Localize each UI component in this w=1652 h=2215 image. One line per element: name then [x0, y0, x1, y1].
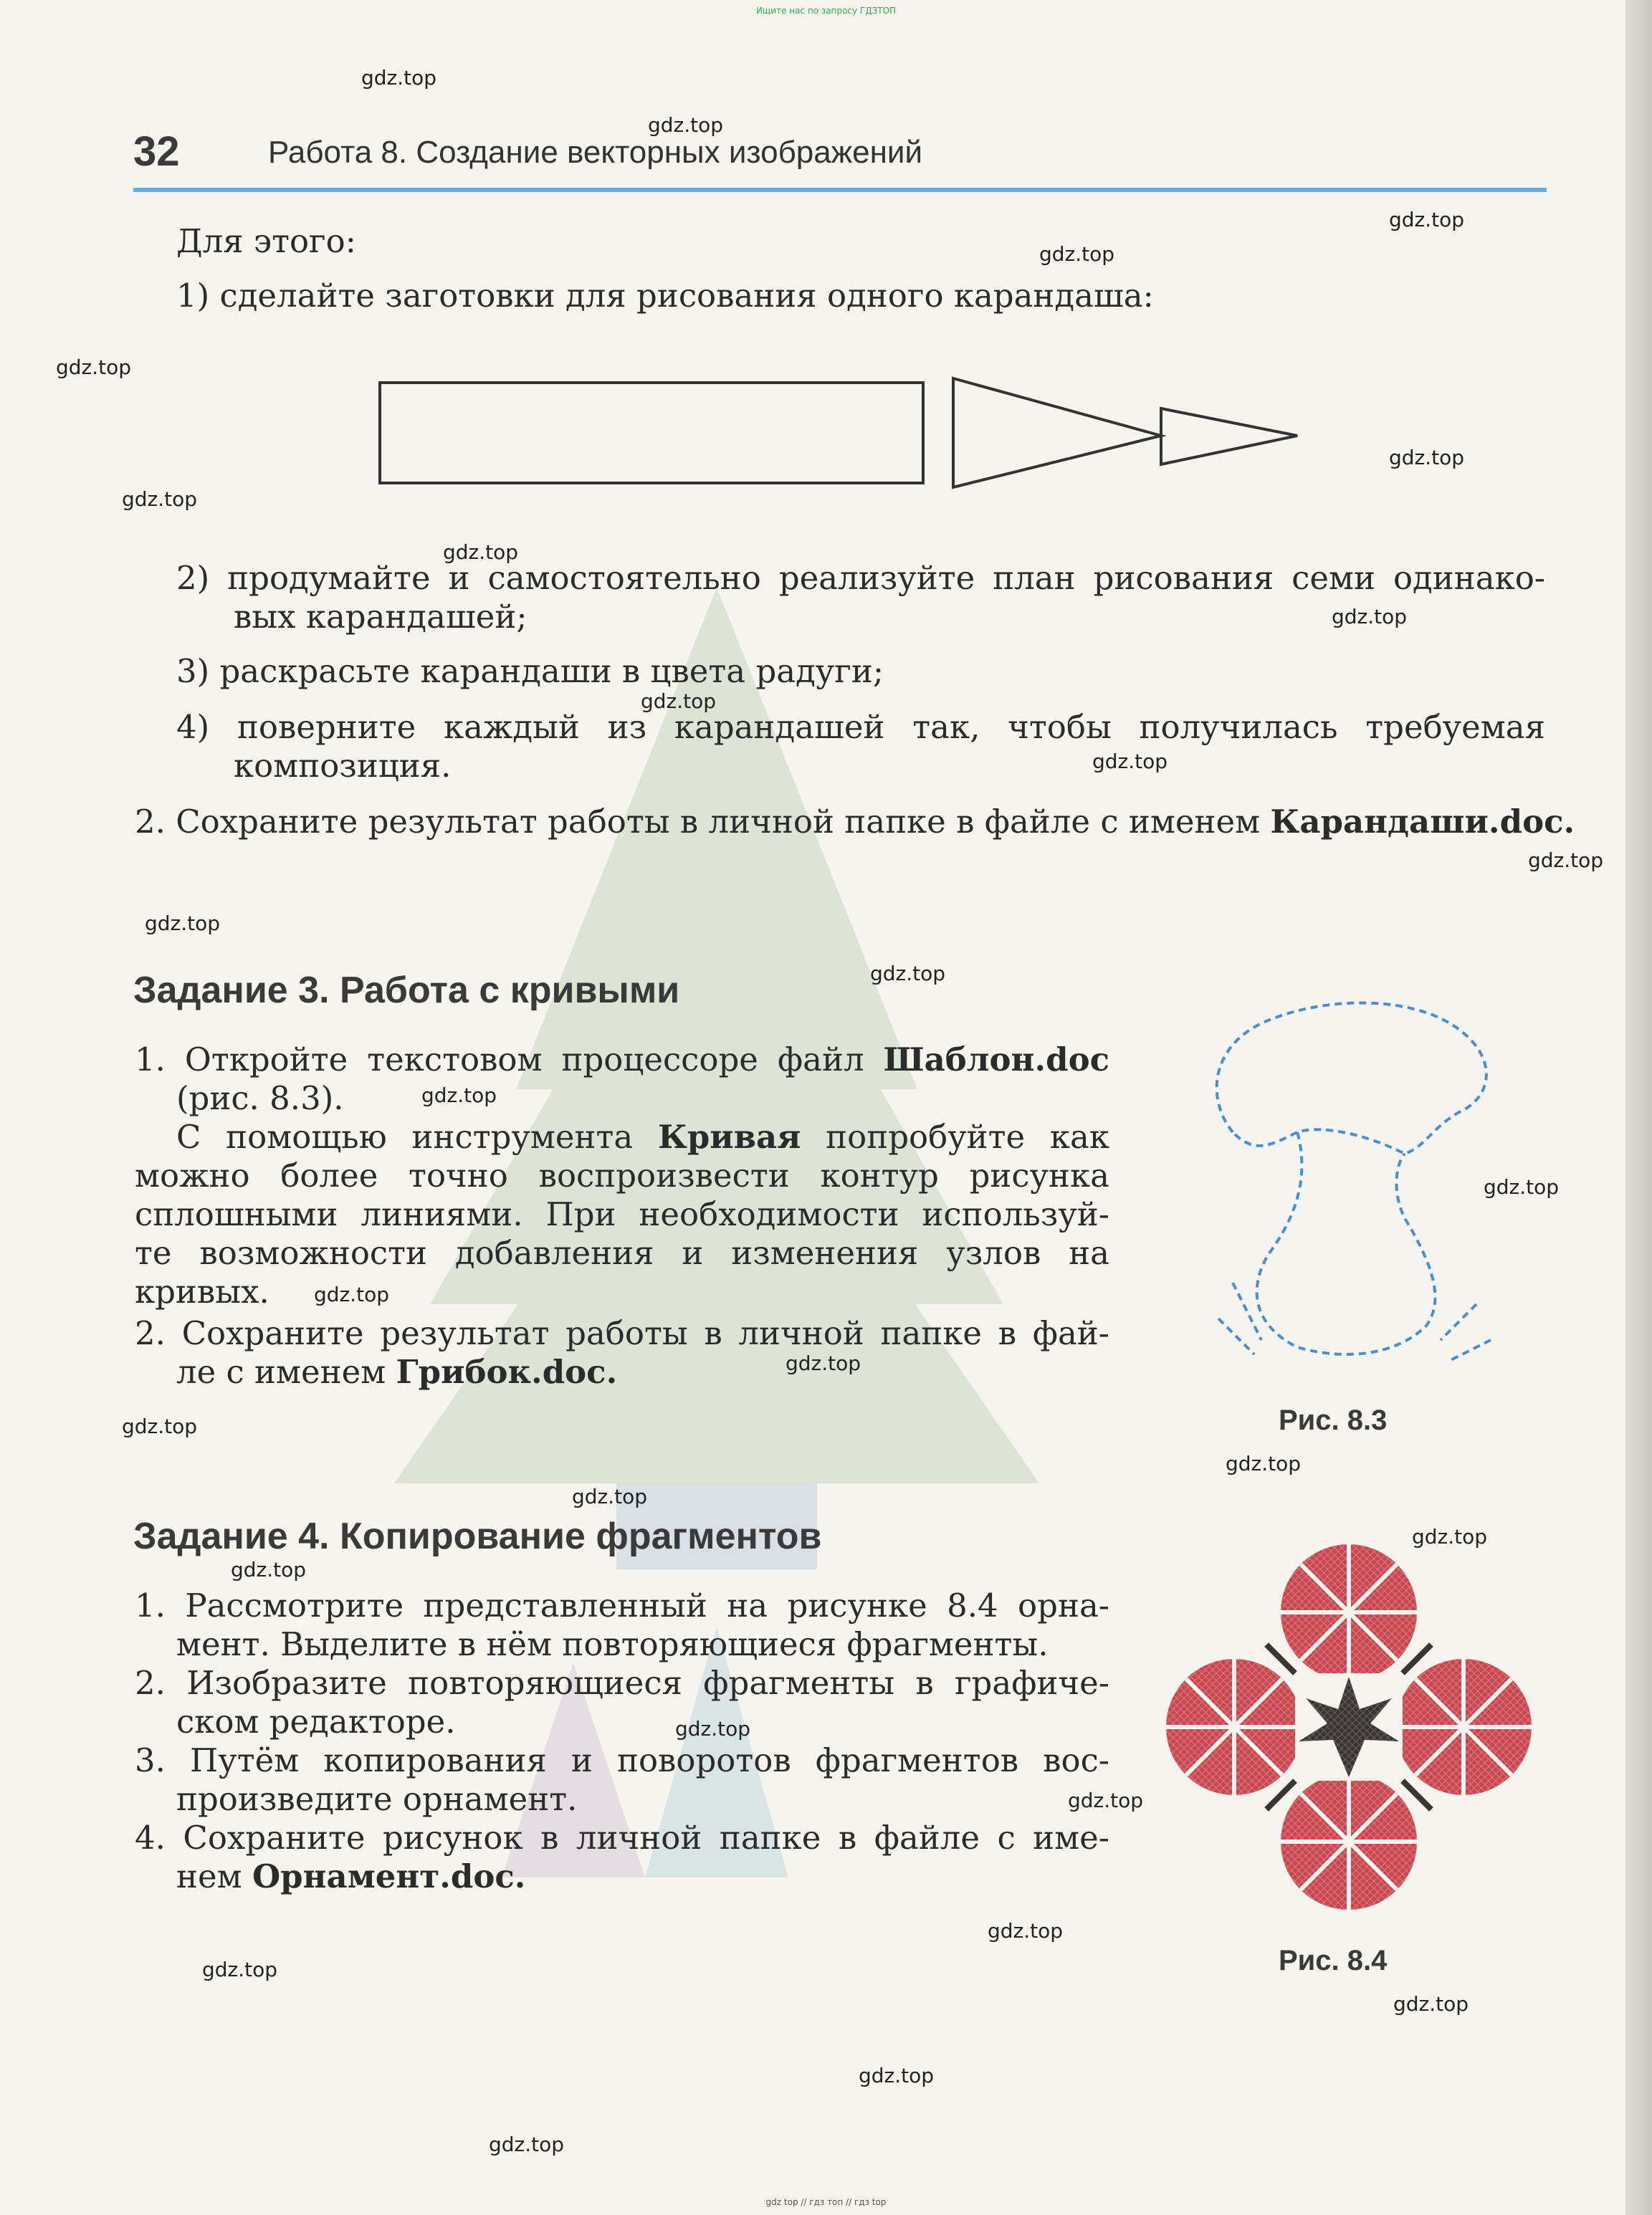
intro-save-instruction: 2. Сохраните результат работы в личной папке в файле с именем Карандаши.doc.	[135, 803, 1575, 841]
grass-blade-left-2	[1218, 1319, 1254, 1354]
pencil-tip-trapezoid	[953, 378, 1161, 487]
intro-step-2-line2: вых карандашей;	[234, 598, 527, 636]
running-title: Работа 8. Создание векторных изображений	[268, 135, 923, 170]
watermark: gdz.top	[1332, 605, 1408, 628]
intro-step-2-line1: 2) продумайте и самостоятельно реализуйте план рисования семи одинако-	[176, 559, 1545, 597]
pencil-lead-triangle	[1161, 408, 1297, 464]
task-4-line7: 4. Сохраните рисунок в личной папке в файле с име-	[135, 1819, 1109, 1857]
watermark: gdz.top	[122, 487, 198, 511]
pencil-body-rectangle	[380, 383, 923, 483]
watermark: gdz.top	[786, 1352, 861, 1375]
watermark: gdz.top	[56, 355, 132, 379]
tool-name-curve: Кривая	[657, 1118, 801, 1156]
task-4-line3: 2. Изобразите повторяющиеся фрагменты в графиче-	[135, 1664, 1109, 1702]
task-4-line4: ском редакторе.	[176, 1703, 456, 1741]
figure-8-3-mushroom-outline	[1190, 982, 1505, 1383]
watermark: gdz.top	[1528, 848, 1604, 872]
task-4-line1: 1. Рассмотрите представленный на рисунке 8.4 орна-	[135, 1587, 1109, 1625]
task-3-line5: сплошными линиями. При необходимости используй-	[135, 1195, 1109, 1233]
task-4-line5: 3. Путём копирования и поворотов фрагментов вос-	[135, 1741, 1109, 1779]
task-3-line8: 2. Сохраните результат работы в личной папке в фай-	[135, 1314, 1109, 1352]
task-3-line3: С помощью инструмента Кривая попробуйте как	[176, 1118, 1109, 1156]
watermark: gdz.top	[675, 1717, 751, 1741]
task-3-line6: те возможности добавления и изменения узлов на	[135, 1234, 1109, 1272]
watermark: gdz.top	[1484, 1175, 1560, 1199]
watermark: gdz.top	[1412, 1525, 1488, 1549]
figure-8-4-caption: Рис. 8.4	[1279, 1945, 1388, 1976]
figure-8-4-ornament	[1155, 1534, 1542, 1920]
filename-mushroom: Грибок.doc.	[396, 1353, 618, 1391]
task-3-line2: (рис. 8.3).	[176, 1079, 344, 1117]
task-3-line9: ле с именем Грибок.doc.	[176, 1353, 618, 1391]
watermark: gdz.top	[1068, 1789, 1144, 1812]
task-3-line1: 1. Откройте текстовом процессоре файл Шаблон.doc	[135, 1040, 1109, 1078]
ornament-bottom-flower	[1281, 1774, 1417, 1910]
watermark: gdz.top	[1389, 446, 1465, 469]
task-4-line6: произведите орнамент.	[176, 1780, 578, 1818]
watermark: gdz.top	[641, 689, 717, 713]
watermark: gdz.top	[859, 2064, 935, 2087]
watermark: gdz.top	[988, 1919, 1064, 1943]
watermark: gdz.top	[202, 1958, 278, 1981]
watermark: gdz.top	[443, 540, 519, 564]
task-4-heading: Задание 4. Копирование фрагментов	[133, 1516, 822, 1557]
watermark: gdz.top	[1226, 1452, 1302, 1475]
watermark: gdz.top	[314, 1283, 390, 1306]
header-rule	[133, 188, 1547, 192]
task-4-line8: нем Орнамент.doc.	[176, 1857, 526, 1895]
ornament-right-flower	[1395, 1659, 1532, 1795]
task-3-line7: кривых.	[135, 1273, 269, 1311]
intro-step-1: 1) сделайте заготовки для рисования одного карандаша:	[176, 277, 1154, 315]
watermark: gdz.top	[361, 66, 437, 90]
watermark: gdz.top	[122, 1415, 198, 1438]
watermark: gdz.top	[572, 1485, 648, 1508]
mushroom-cap-outline	[1217, 1003, 1486, 1154]
ornament-top-flower	[1281, 1544, 1417, 1680]
task-4-line2: мент. Выделите в нём повторяющиеся фрагменты.	[176, 1625, 1049, 1663]
filename-ornament: Орнамент.doc.	[252, 1857, 526, 1895]
ornament-left-flower	[1166, 1659, 1302, 1795]
intro-step-4-line2: композиция.	[234, 747, 452, 785]
figure-8-3-caption: Рис. 8.3	[1279, 1405, 1388, 1436]
page-number: 32	[133, 128, 180, 175]
watermark: gdz.top	[1039, 242, 1115, 266]
pencil-blanks-figure	[373, 373, 1304, 502]
watermark: gdz.top	[1389, 208, 1465, 231]
mushroom-stem-outline	[1257, 1132, 1436, 1354]
grass-blade-right	[1441, 1304, 1476, 1340]
page-edge-shadow	[1625, 0, 1652, 2215]
filename-template: Шаблон.doc	[883, 1040, 1109, 1078]
watermark: gdz.top	[1092, 750, 1168, 773]
intro-lead: Для этого:	[176, 222, 356, 260]
filename-pencils: Карандаши.doc.	[1270, 803, 1575, 841]
watermark: gdz.top	[1393, 1992, 1469, 2016]
intro-step-3: 3) раскрасьте карандаши в цвета радуги;	[176, 652, 884, 690]
watermark: gdz.top	[231, 1558, 307, 1582]
watermark: gdz.top	[489, 2133, 565, 2156]
top-notice: Ищите нас по запросу ГДЗТОП	[755, 6, 897, 16]
watermark: gdz.top	[421, 1083, 497, 1107]
watermark: gdz.top	[648, 113, 724, 137]
intro-step-4-line1: 4) поверните каждый из карандашей так, чтобы получилась требуемая	[176, 708, 1545, 746]
task-3-heading: Задание 3. Работа с кривыми	[133, 970, 680, 1011]
watermark: gdz.top	[145, 912, 221, 935]
bottom-notice: gdz top // гдз топ // гдз top	[765, 2197, 887, 2207]
grass-blade-left	[1233, 1283, 1261, 1340]
grass-blade-right-2	[1448, 1340, 1491, 1362]
watermark: gdz.top	[870, 962, 946, 985]
task-3-line4: можно более точно воспроизвести контур рисунка	[135, 1157, 1109, 1195]
